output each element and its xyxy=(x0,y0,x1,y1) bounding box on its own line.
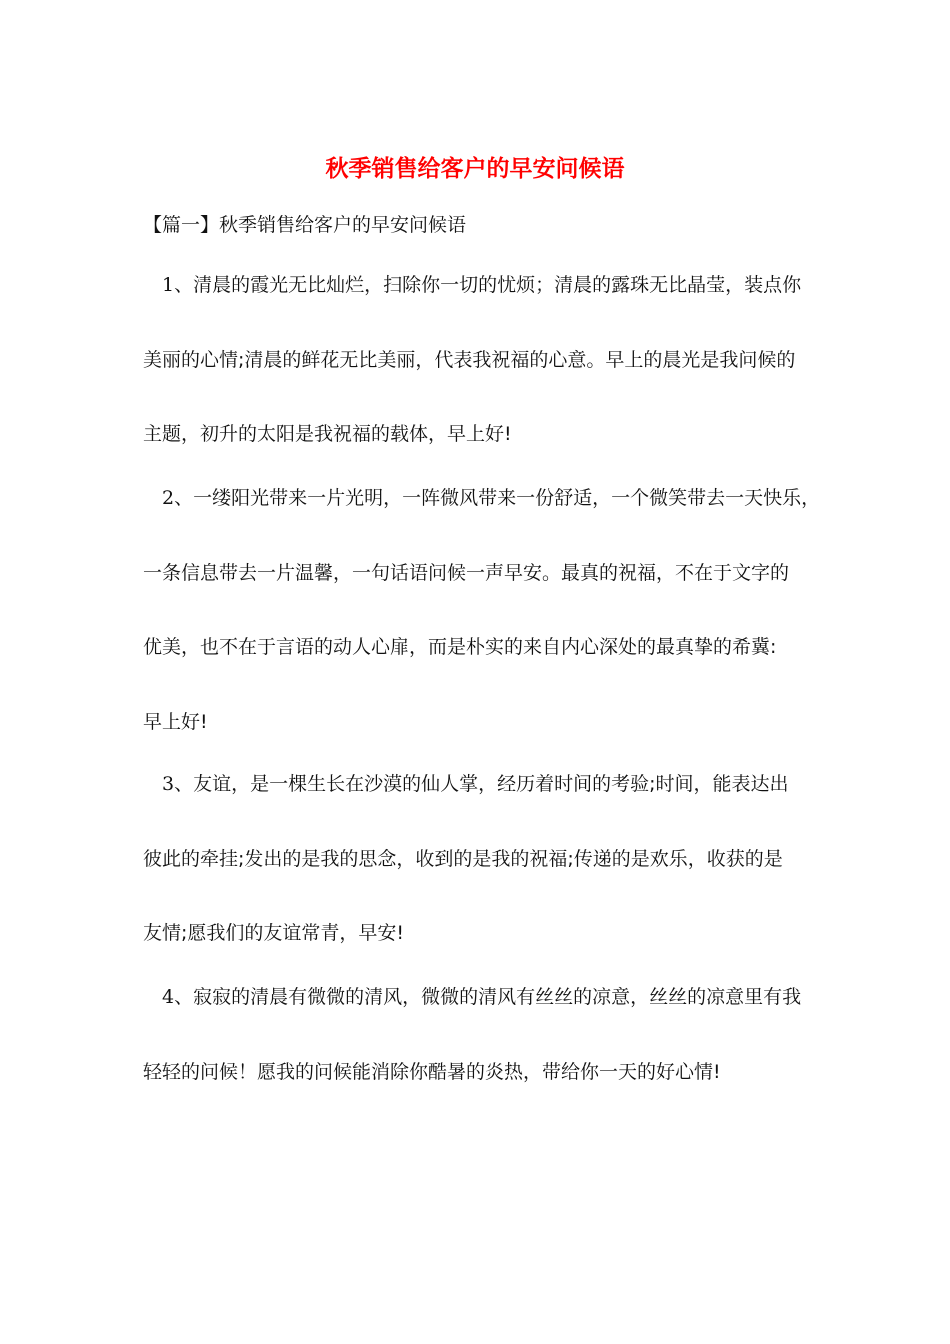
paragraph-line: 彼此的牵挂;发出的是我的思念，收到的是我的祝福;传递的是欢乐，收获的是 xyxy=(143,847,783,870)
paragraph-number: 3 xyxy=(162,773,175,795)
document-title: 秋季销售给客户的早安问候语 xyxy=(325,155,625,182)
paragraph-text: 、寂寂的清晨有微微的清风，微微的清风有丝丝的凉意，丝丝的凉意里有我 xyxy=(174,986,802,1008)
paragraph-1 xyxy=(143,248,818,472)
paragraph-line: 一条信息带去一片温馨，一句话语问候一声早安。最真的祝福，不在于文字的 xyxy=(143,561,790,584)
paragraph-line: 友情;愿我们的友谊常青，早安! xyxy=(143,922,405,944)
paragraph-number: 2 xyxy=(162,487,175,509)
paragraph-4 xyxy=(143,960,818,1109)
paragraph-text: 、一缕阳光带来一片光明，一阵微风带来一份舒适，一个微笑带去一天快乐， xyxy=(174,487,821,509)
paragraph-line xyxy=(143,960,818,1035)
paragraph-number: 4 xyxy=(162,986,175,1008)
paragraph-line: 美丽的心情;清晨的鲜花无比美丽，代表我祝福的心意。早上的晨光是我问候的 xyxy=(143,348,796,371)
paragraph-line: 主题，初升的太阳是我祝福的载体，早上好! xyxy=(143,423,512,445)
paragraph-text: 、友谊，是一棵生长在沙漠的仙人掌，经历着时间的考验;时间，能表达出 xyxy=(174,773,789,795)
paragraph-line xyxy=(143,747,818,822)
paragraph-number: 1 xyxy=(162,274,175,296)
paragraph-line xyxy=(143,248,818,323)
paragraph-line: 早上好! xyxy=(143,710,208,733)
section-heading: 【篇一】秋季销售给客户的早安问候语 xyxy=(143,214,467,236)
paragraph-3 xyxy=(143,747,818,971)
paragraph-text: 、清晨的霞光无比灿烂，扫除你一切的忧烦；清晨的露珠无比晶莹，装点你 xyxy=(174,274,802,296)
paragraph-2 xyxy=(143,461,821,759)
paragraph-line: 轻轻的问候！愿我的问候能消除你酷暑的炎热，带给你一天的好心情! xyxy=(143,1060,721,1083)
paragraph-line: 优美，也不在于言语的动人心扉，而是朴实的来自内心深处的最真挚的希冀: xyxy=(143,636,777,658)
paragraph-line xyxy=(143,461,821,536)
